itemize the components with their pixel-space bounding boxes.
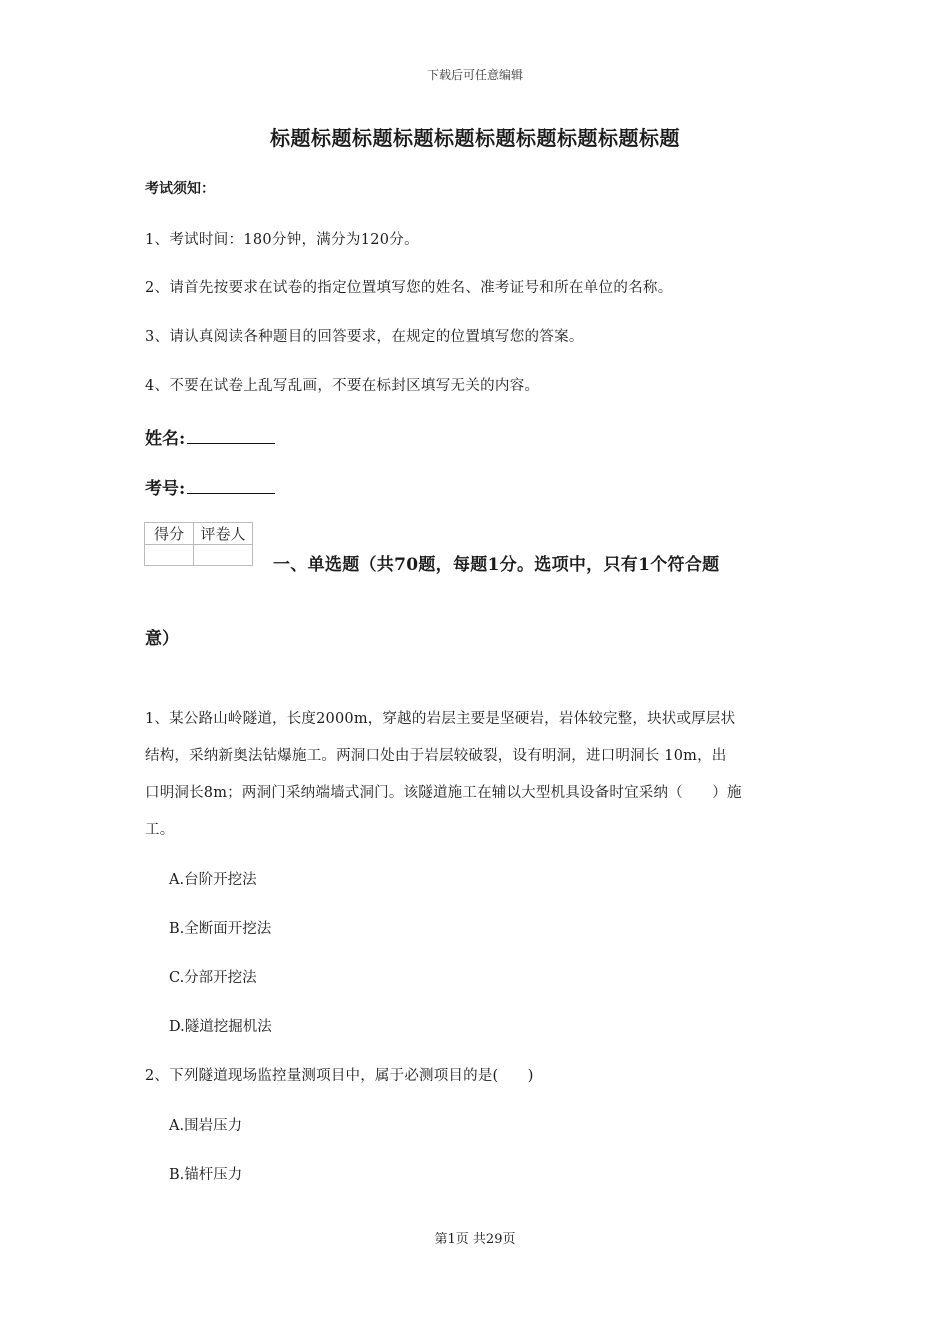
question-text: 结构，采纳新奥法钻爆施工。两洞口处由于岩层较破裂，设有明洞，进口明洞长 10m，出 bbox=[145, 748, 727, 764]
option-d: D.隧道挖掘机法 bbox=[169, 1019, 272, 1035]
notice-item: 3、请认真阅读各种题目的回答要求，在规定的位置填写您的答案。 bbox=[145, 329, 584, 345]
question-text: 1、某公路山岭隧道，长度2000m，穿越的岩层主要是坚硬岩，岩体较完整，块状或厚层状 bbox=[145, 711, 736, 727]
document-title: 标题标题标题标题标题标题标题标题标题标题 bbox=[270, 126, 680, 150]
header-note: 下载后可任意编辑 bbox=[426, 68, 523, 82]
notice-item: 2、请首先按要求在试卷的指定位置填写您的姓名、准考证号和所在单位的名称。 bbox=[145, 280, 673, 296]
option-a: A.围岩压力 bbox=[169, 1118, 243, 1134]
option-a: A.台阶开挖法 bbox=[169, 872, 257, 888]
section-title: 一、单选题（共70题，每题1分。选项中，只有1个符合题 bbox=[273, 555, 720, 575]
score-cell[interactable] bbox=[145, 545, 194, 566]
question-text: 口明洞长8m；两洞门采纳端墙式洞门。该隧道施工在辅以大型机具设备时宜采纳（ ）施 bbox=[145, 785, 742, 801]
score-header: 得分 bbox=[145, 523, 194, 545]
name-label: 姓名: bbox=[145, 429, 186, 449]
option-c: C.分部开挖法 bbox=[169, 970, 257, 986]
name-field bbox=[145, 424, 275, 449]
exam-id-blank[interactable] bbox=[187, 475, 275, 494]
option-b: B.锚杆压力 bbox=[169, 1167, 243, 1183]
exam-id-field bbox=[145, 474, 275, 499]
score-table bbox=[144, 522, 253, 566]
notice-item: 4、不要在试卷上乱写乱画，不要在标封区填写无关的内容。 bbox=[145, 378, 540, 394]
notice-heading: 考试须知： bbox=[145, 181, 215, 197]
question-text: 2、下列隧道现场监控量测项目中，属于必测项目的是( ) bbox=[145, 1068, 534, 1084]
name-blank[interactable] bbox=[187, 425, 275, 444]
section-title-continuation: 意） bbox=[145, 629, 179, 649]
grader-header: 评卷人 bbox=[194, 523, 253, 545]
grader-cell[interactable] bbox=[194, 545, 253, 566]
exam-id-label: 考号: bbox=[145, 479, 186, 499]
notice-item: 1、考试时间：180分钟，满分为120分。 bbox=[145, 232, 419, 248]
question-text: 工。 bbox=[145, 822, 175, 838]
option-b: B.全断面开挖法 bbox=[169, 921, 272, 937]
page-footer: 第1页 共29页 bbox=[434, 1232, 516, 1247]
